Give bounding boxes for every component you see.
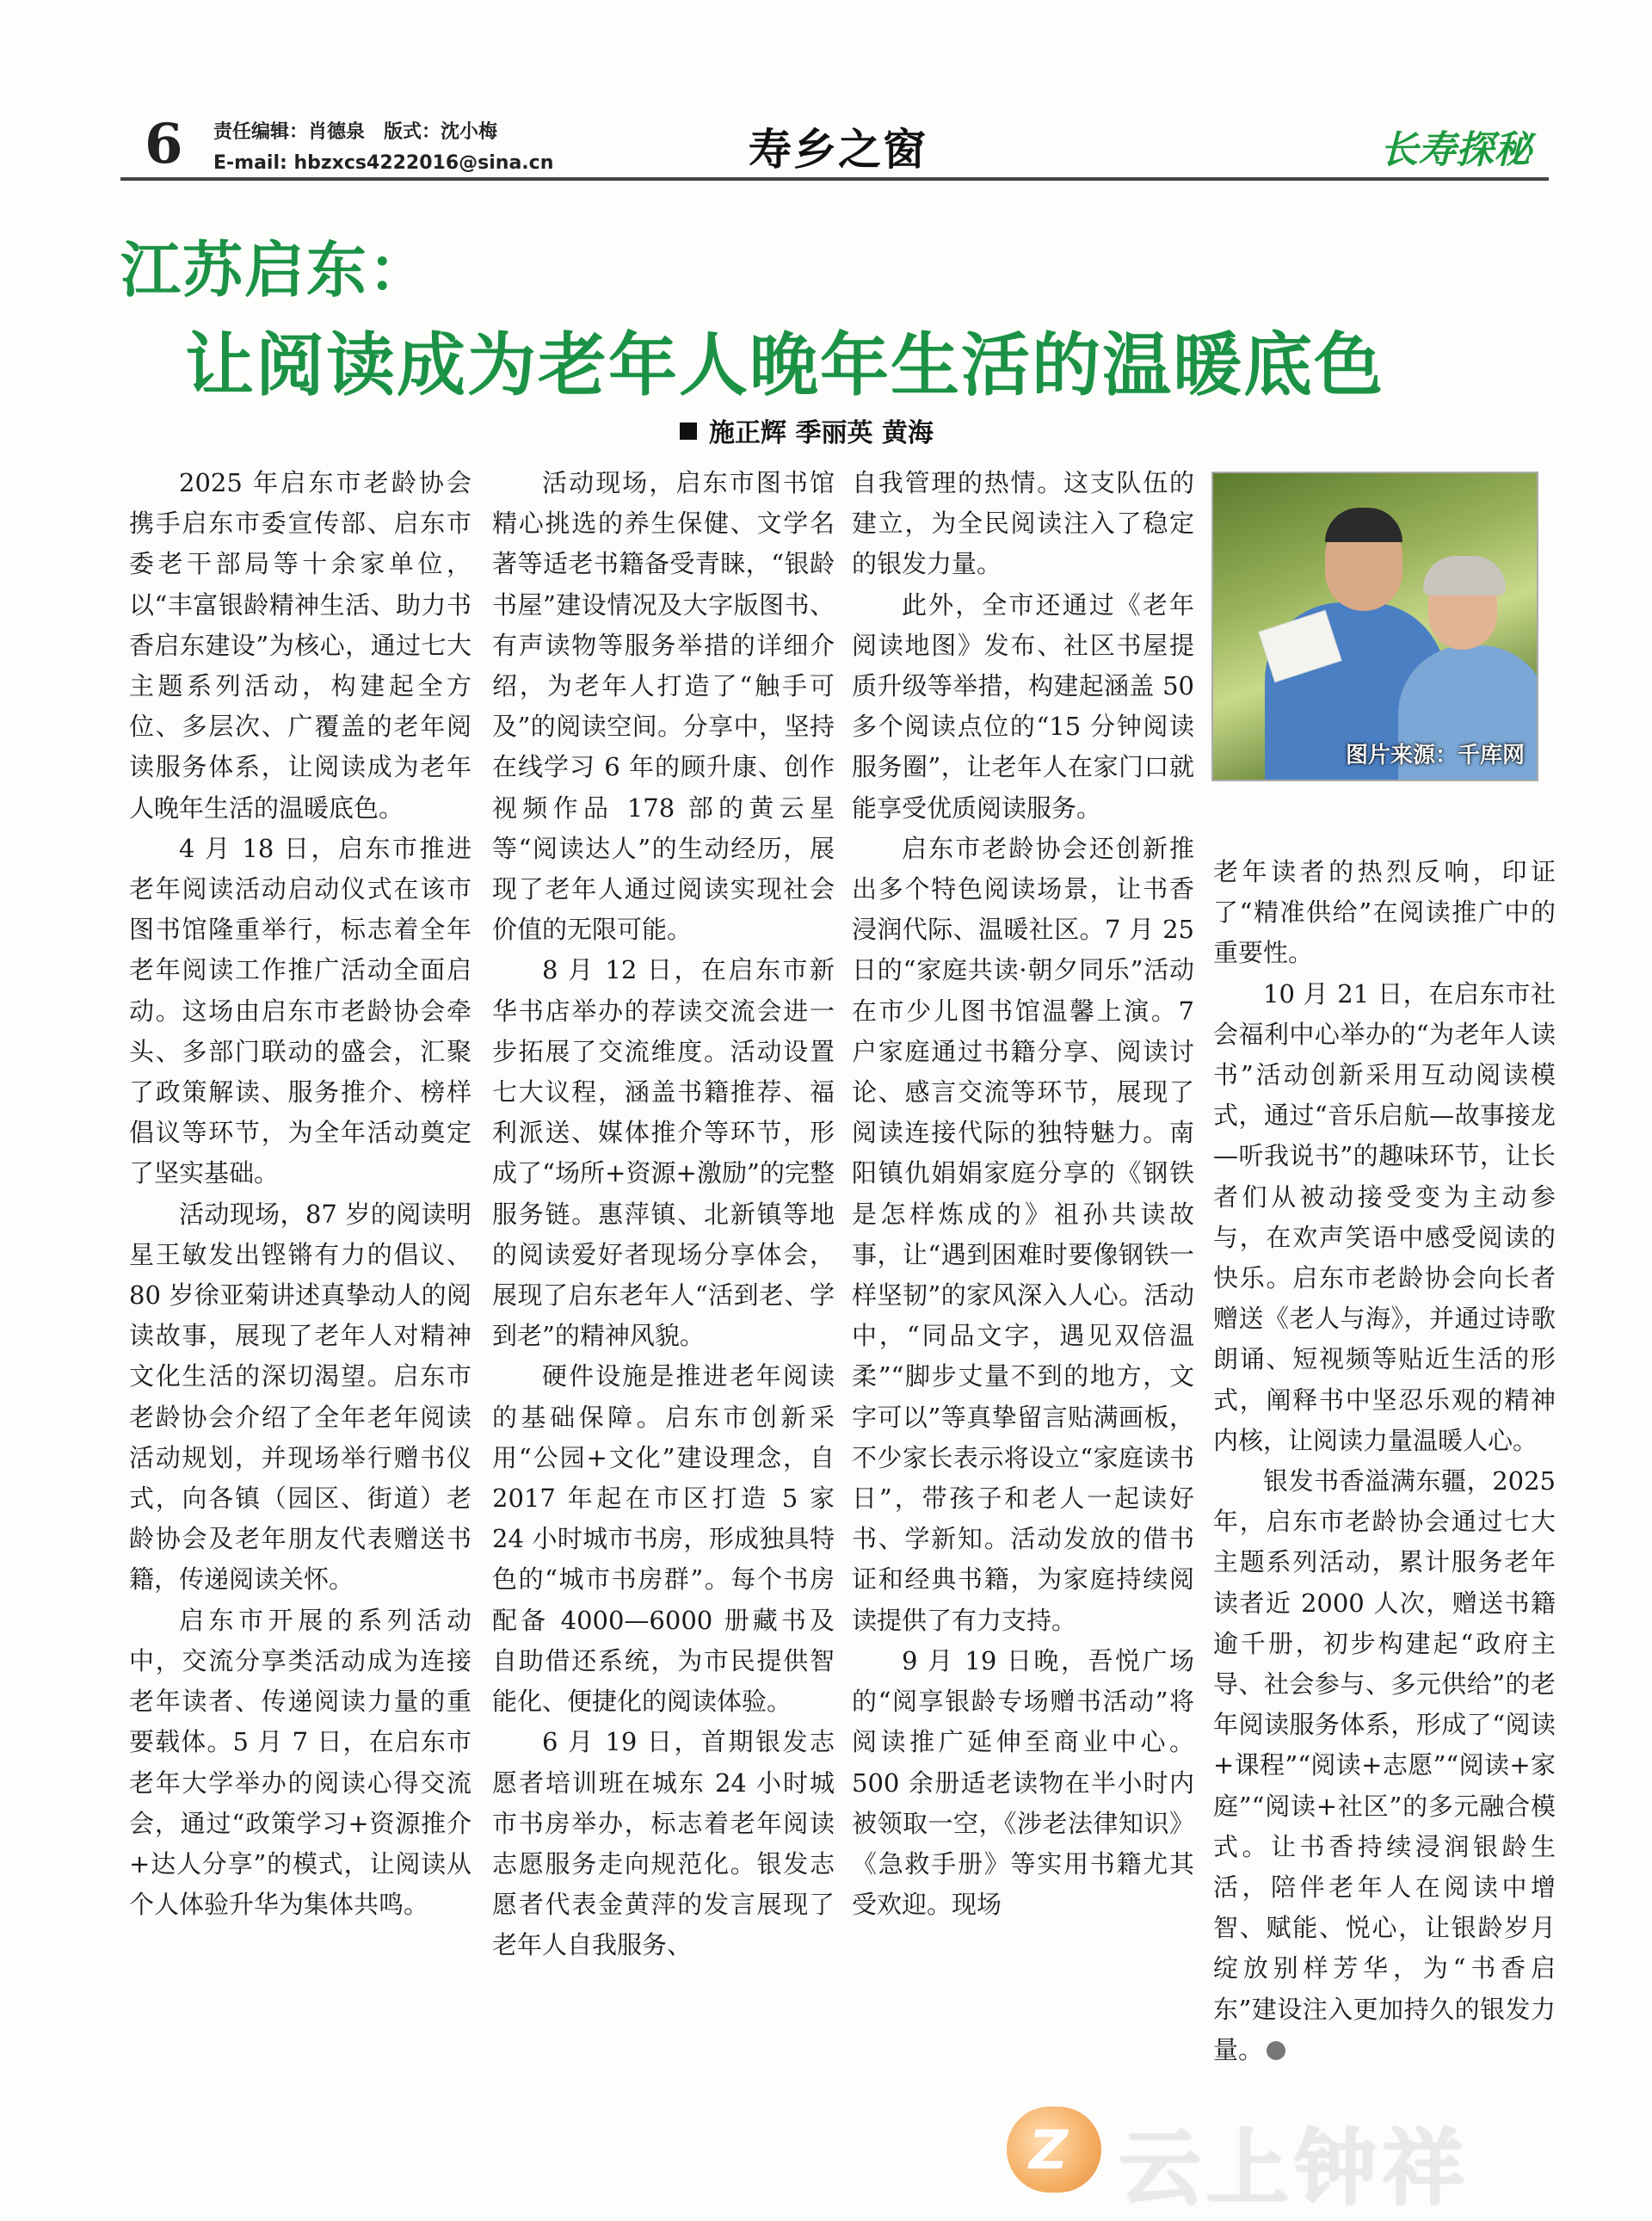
author-names: 施正辉 季丽英 黄海 [709,418,934,448]
photo-figure [1325,508,1402,542]
section-title: 寿乡之窗 [749,125,928,175]
photo-figure [1423,556,1506,595]
paragraph: 6 月 19 日，首期银发志愿者培训班在城东 24 小时城市书房举办，标志着老年阅读志愿服务走向规范化。银发志愿者代表金黄萍的发言展现了老年人自我服务、 [492,1727,835,1960]
watermark-text: 云上钟祥 [1119,2120,1470,2217]
paragraph: 4 月 18 日，启东市推进老年阅读活动启动仪式在该市图书馆隆重举行，标志着全年老年阅读工作推广活动全面启动。这场由启东市老龄协会牵头、多部门联动的盛会，汇聚了政策解读、服务推介、榜样倡议等环节，为全年活动奠定了坚实基础。 [129,833,472,1188]
paragraph-text: 银发书香溢满东疆，2025 年，启东市老龄协会通过七大主题系列活动，累计服务老年读者近 2000 人次，赠送书籍逾千册，初步构建起“政府主导、社会参与、多元供给”的老年阅读服务体系，形成了“阅读+课程”“阅读+志愿”“阅读+家庭”“阅读+社区”的多元融合模式。让书香持续浸润银龄生活，陪伴老年人在阅读中增智、赋能、悦心，让银龄岁月绽放别样芳华，为“书香启东”建设注入更加持久的银发力量。 [1213,1466,1556,2064]
article-column-4 [1213,852,1556,2070]
email-line: E-mail: hbzxcs4222016@sina.cn [213,152,554,174]
paragraph: 自我管理的热情。这支队伍的建立，为全民阅读注入了稳定的银发力量。 [852,468,1194,579]
headline-line-2: 让阅读成为老年人晚年生活的温暖底色 [185,324,1384,405]
headline-line-1: 江苏启东： [120,234,430,305]
end-mark-icon [1267,2041,1285,2060]
page-header [120,103,1549,181]
watermark [1007,2100,1643,2217]
paragraph: 8 月 12 日，在启东市新华书店举办的荐读交流会进一步拓展了交流维度。活动设置七大议程，涵盖书籍推荐、福利派送、媒体推介等环节，形成了“场所+资源+激励”的完整服务链。惠萍镇、北新镇等地的阅读爱好者现场分享体会，展现了启东老年人“活到老、学到老”的精神风貌。 [492,955,835,1351]
paragraph: 2025 年启东市老龄协会携手启东市委宣传部、启东市委老干部局等十余家单位，以“丰富银龄精神生活、助力书香启东建设”为核心，通过七大主题系列活动，构建起全方位、多层次、广覆盖的老年阅读服务体系，让阅读成为老年人晚年生活的温暖底色。 [129,468,472,823]
watermark-logo-icon: Z [1007,2107,1101,2193]
paragraph [1213,1461,1556,2070]
paragraph: 活动现场，启东市图书馆精心挑选的养生保健、文学名著等适老书籍备受青睐，“银龄书屋”建设情况及大字版图书、有声读物等服务举措的详细介绍，为老年人打造了“触手可及”的阅读空间。分享中，坚持在线学习 6 年的顾升康、创作视频作品 178 部的黄云星等“阅读达人”的生动经历，展现了老年人通过阅读实现社会价值的无限可能。 [492,468,835,945]
article-column-1 [129,463,472,1925]
brand-logo-text: 长寿探秘 [1380,128,1532,172]
paragraph: 启东市老龄协会还创新推出多个特色阅读场景，让书香浸润代际、温暖社区。7 月 25 日的“家庭共读·朝夕同乐”活动在市少儿图书馆温馨上演。7 户家庭通过书籍分享、阅读讨论、感言交流等环节，展现了阅读连接代际的独特魅力。南阳镇仇娟娟家庭分享的《钢铁是怎样炼成的》祖孙共读故事，让“遇到困难时要像钢铁一样坚韧”的家风深入人心。活动中，“同品文字，遇见双倍温柔”“脚步丈量不到的地方，文字可以”等真挚留言贴满画板，不少家长表示将设立“家庭读书日”，带孩子和老人一起读好书、学新知。活动发放的借书证和经典书籍，为家庭持续阅读提供了有力支持。 [852,833,1194,1635]
article-photo [1211,472,1538,781]
header-divider [120,177,1549,181]
page-number: 6 [145,112,183,176]
editor-info [213,117,553,179]
paragraph: 启东市开展的系列活动中，交流分享类活动成为连接老年读者、传递阅读力量的重要载体。5 月 7 日，在启东市老年大学举办的阅读心得交流会，通过“政策学习+资源推介+达人分享”的模式，让阅读从个人体验升华为集体共鸣。 [129,1605,472,1920]
paragraph: 10 月 21 日，在启东市社会福利中心举办的“为老年人读书”活动创新采用互动阅读模式，通过“音乐启航—故事接龙—听我说书”的趣味环节，让长者们从被动接受变为主动参与，在欢声笑语中感受阅读的快乐。启东市老龄协会向长者赠送《老人与海》，并通过诗歌朗诵、短视频等贴近生活的形式，阐释书中坚忍乐观的精神内核，让阅读力量温暖人心。 [1213,978,1556,1455]
article-column-2 [492,463,835,1966]
paragraph: 此外，全市还通过《老年阅读地图》发布、社区书屋提质升级等举措，构建起涵盖 50 多个阅读点位的“15 分钟阅读服务圈”，让老年人在家门口就能享受优质阅读服务。 [852,589,1194,823]
photo-credit: 图片来源：千库网 [1345,743,1525,768]
editor-line: 责任编辑：肖德泉 版式：沈小梅 [213,121,498,143]
paragraph: 硬件设施是推进老年阅读的基础保障。启东市创新采用“公园+文化”建设理念，自 2017 年起在市区打造 5 家 24 小时城市书房，形成独具特色的“城市书房群”。每个书房配备 4000—6000 册藏书及自助借还系统，为市民提供智能化、便捷化的阅读体验。 [492,1361,835,1717]
article-column-3 [852,463,1194,1925]
paragraph: 9 月 19 日晚，吾悦广场的“阅享银龄专场赠书活动”将阅读推广延伸至商业中心。500 余册适老读物在半小时内被领取一空，《涉老法律知识》《急救手册》等实用书籍尤其受欢迎。现场 [852,1645,1194,1920]
paragraph: 活动现场，87 岁的阅读明星王敏发出铿锵有力的倡议、80 岁徐亚菊讲述真挚动人的阅读故事，展现了老年人对精神文化生活的深切渴望。启东市老龄协会介绍了全年老年阅读活动规划，并现场举行赠书仪式，向各镇（园区、街道）老龄协会及老年朋友代表赠送书籍，传递阅读关怀。 [129,1199,472,1595]
paragraph: 老年读者的热烈反响，印证了“精准供给”在阅读推广中的重要性。 [1213,857,1556,968]
square-bullet-icon [680,423,697,440]
byline [680,411,934,449]
